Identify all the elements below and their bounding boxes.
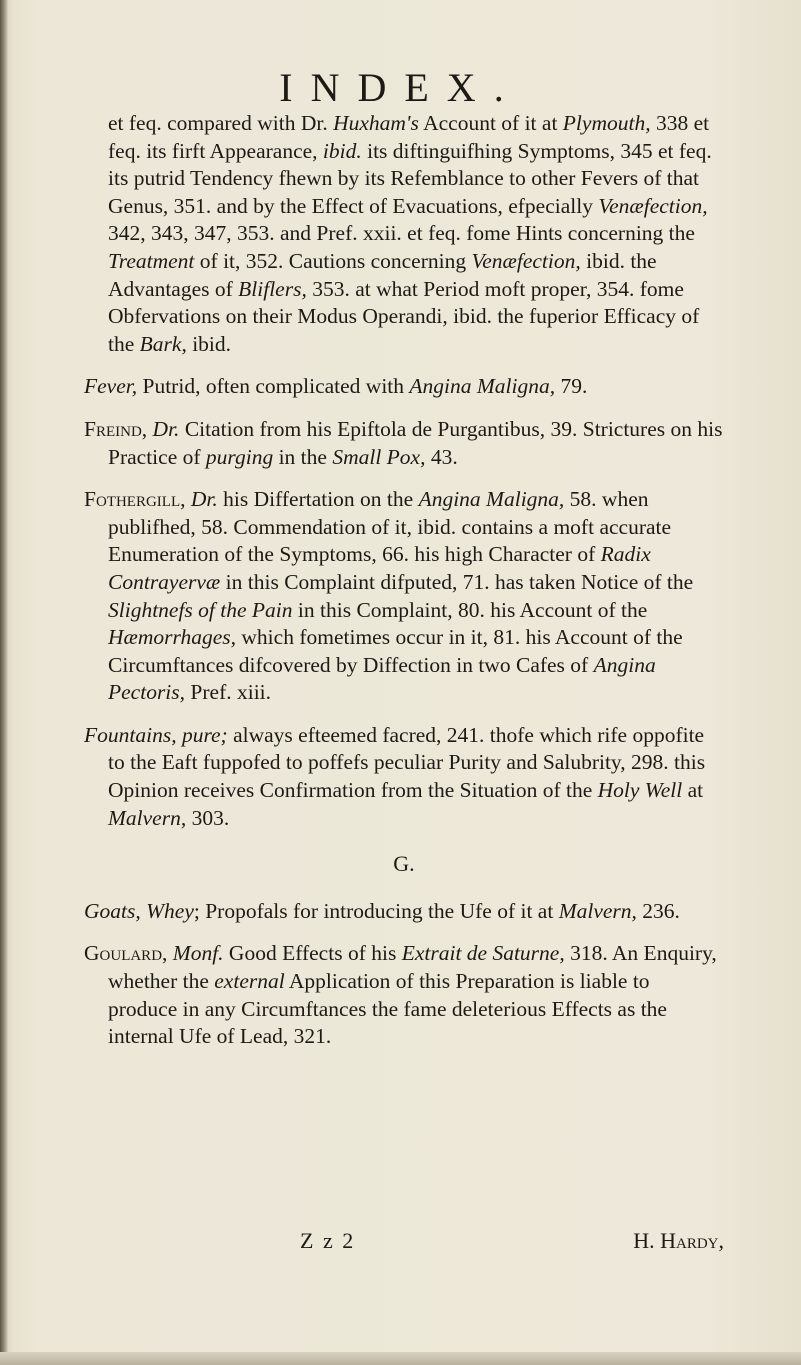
entry-text-run: Bark, (139, 331, 187, 356)
entry-text-run: 303. (186, 805, 230, 830)
entry-text-run: 318. An Enquiry, whether the (108, 941, 717, 994)
entry-text-run: 58. when publifhed, 58. Commendation of it, ibid. contains a moft accurate Enumeration of the Symptoms, 66. his high Character of (108, 487, 672, 567)
index-entry-continuation (84, 110, 724, 358)
entry-text-run: at (682, 778, 704, 803)
entry-text-run: Hæmorrhages, (108, 625, 237, 650)
index-entry-goulard (84, 940, 724, 1050)
entry-text-run: Fothergill, (84, 487, 186, 512)
entry-text-run: Account of it at (418, 111, 563, 135)
entry-text-run: Putrid, often complicated with (137, 374, 410, 399)
entry-text-run: Fountains, pure; (84, 722, 228, 747)
entry-text-run: 338 et feq. its firft Appearance, (108, 111, 710, 163)
index-entry-goats (84, 898, 724, 926)
entry-text-run: his Differtation on the (217, 487, 419, 512)
running-head: INDEX. (279, 65, 522, 110)
entry-text-run: Angina Pectoris, (108, 652, 656, 705)
entry-text-run: Small Pox, (332, 444, 426, 469)
entry-text-run: Treatment (108, 248, 195, 273)
entry-text-run: Plymouth, (562, 111, 651, 135)
entry-text-run: Huxham's (333, 111, 419, 135)
entry-text-run: in the (273, 444, 333, 469)
index-entry-fothergill (84, 486, 724, 707)
entry-text-run: always efteemed facred, 241. thofe which rife oppofite to the Eaft fuppofed to poffefs peculiar Purity and Salubrity, 298. this Opinion receives Confirmation from the Situation of the (108, 722, 706, 803)
entry-text-run: Monf. (172, 941, 224, 966)
entry-text-run: Radix Contrayervæ (108, 542, 651, 594)
entry-text-run: Pref. xiii. (185, 680, 272, 705)
entry-text-run: external (214, 969, 285, 994)
entry-text-run: 353. at what Period moft proper, 354. fome Obfervations on their Modus Operandi, ibid. the fuperior Efficacy of the (108, 276, 700, 356)
section-letter: G. (393, 851, 415, 877)
entry-text-run: ibid. (186, 331, 232, 356)
entry-text-run: 342, 343, 347, 353. and Pref. xxii. et feq. fome Hints concerning the (108, 221, 695, 246)
entry-text-run: et feq. compared with Dr. (108, 111, 334, 135)
entry-text-run: Dr. (190, 487, 218, 512)
entry-text-run: Freind, (84, 416, 148, 441)
entry-text-run: Angina Maligna, (409, 374, 556, 399)
entry-text-run: ibid. the Advantages of (108, 248, 657, 301)
catchword: H. Hardy, (633, 1228, 724, 1253)
signature-mark: Z z 2 (300, 1228, 356, 1253)
entry-text-run: Malvern, (558, 898, 637, 923)
entry-text-run: in this Complaint difputed, 71. has taken Notice of the (220, 569, 694, 594)
entry-text-run: Venæfection, (471, 248, 581, 273)
entry-text-run: purging (205, 444, 274, 469)
entry-text-run: of it, 352. Cautions concerning (194, 248, 472, 273)
entry-text-run: ibid. (322, 138, 362, 163)
entry-text-run: Extrait de Saturne, (401, 941, 565, 966)
index-text (84, 110, 724, 1066)
entry-text-run: Fever, (84, 374, 138, 399)
entry-text-run: 236. (636, 898, 680, 923)
entry-text-run: Bliflers, (238, 276, 307, 301)
entry-text-run: Good Effects of his (223, 941, 402, 966)
index-entry-fever (84, 373, 724, 401)
index-entry-fountains (84, 722, 724, 832)
entry-text-run: 43. (425, 444, 458, 469)
entry-text-run: 79. (555, 374, 588, 399)
page-footer (84, 1228, 724, 1258)
entry-text-run: Citation from his Epiftola de Purgantibus, 39. Strictures on his Practice of (108, 416, 723, 469)
entry-text-run: its diftinguifhing Symptoms, 345 et feq. its putrid Tendency fhewn by its Refemblance to other Fevers of that Genus, 351. and by the Effect of Evacuations, efpecially (108, 138, 712, 218)
entry-text-run: Slightnefs of the Pain (108, 597, 293, 622)
entry-text-run: Application of this Preparation is liable to produce in any Circumftances the fame deleterious Effects as the internal Ufe of Lead, 321. (108, 969, 667, 1049)
entry-text-run: Malvern, (108, 805, 187, 830)
entry-text-run: which fometimes occur in it, 81. his Account of the Circumftances difcovered by Diffection in two Cafes of (108, 625, 683, 677)
entry-text-run: Goats, Whey (84, 898, 194, 923)
index-entry-freind (84, 416, 724, 471)
entry-text-run: Venæfection, (598, 193, 708, 218)
entry-text-run: ; Propofals for introducing the Ufe of it at (193, 898, 559, 923)
entry-text-run: Goulard, (84, 941, 168, 966)
entry-text-run: Holy Well (597, 778, 683, 803)
entry-text-run: in this Complaint, 80. his Account of the (292, 597, 648, 622)
entry-text-run: Angina Maligna, (418, 487, 565, 512)
entry-text-run: Dr. (152, 416, 180, 441)
book-spine-shadow (0, 0, 8, 1365)
page-bottom-edge (0, 1352, 801, 1365)
